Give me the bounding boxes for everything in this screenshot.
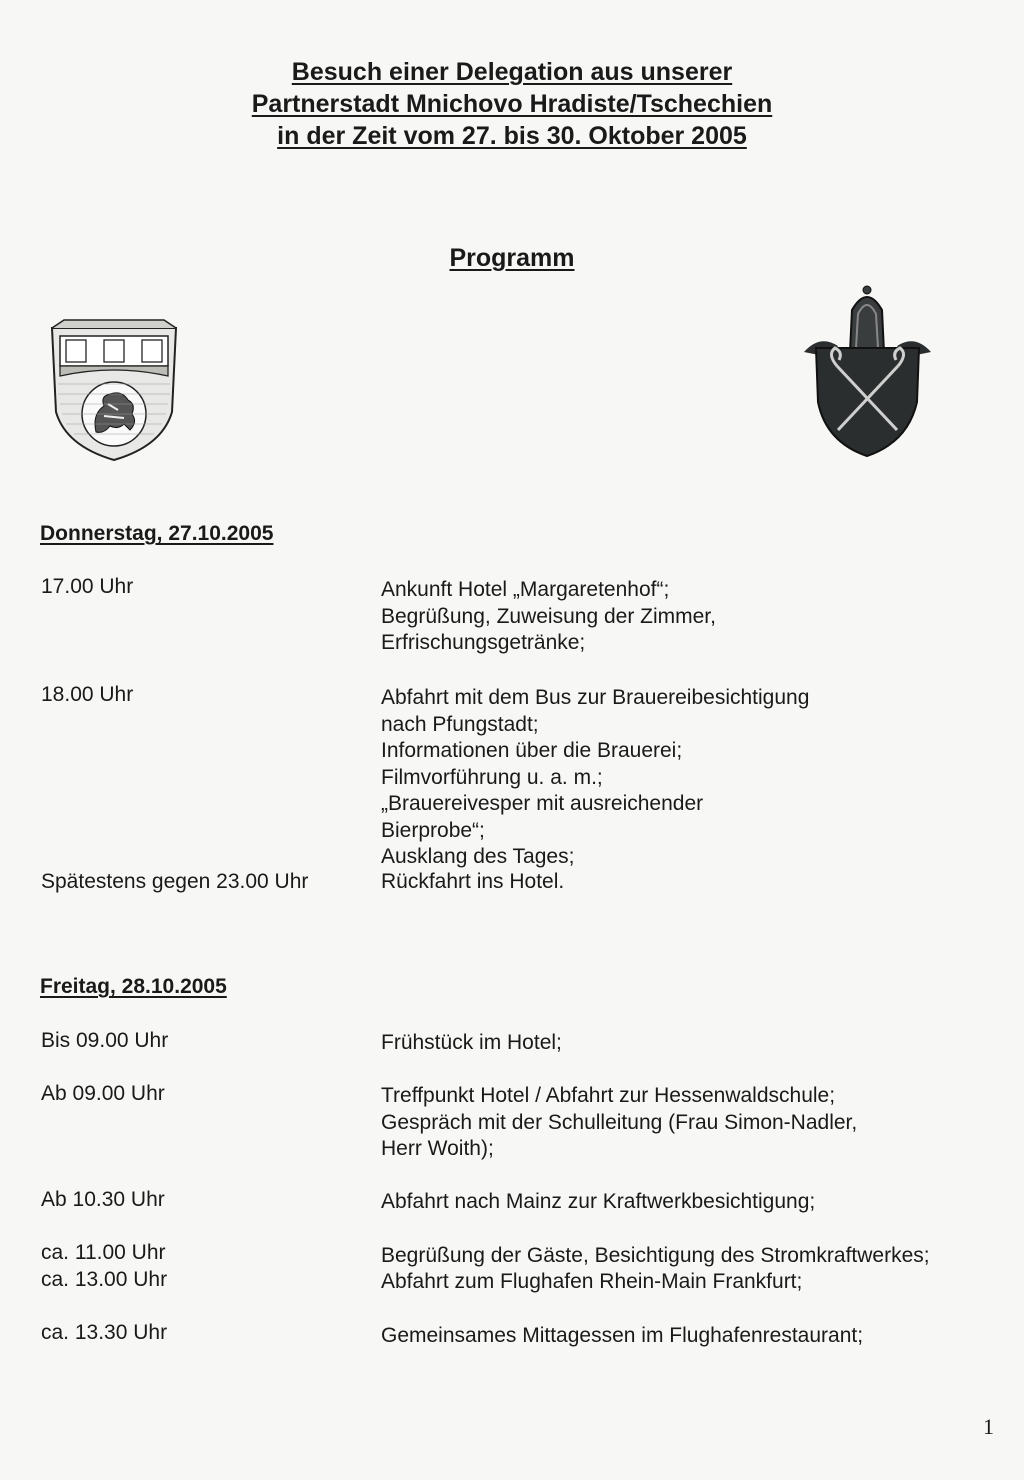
time-label: Bis 09.00 Uhr (41, 1029, 169, 1052)
program-entry (381, 1243, 1001, 1270)
entry-line: „Brauereivesper mit ausreichender (381, 792, 704, 815)
entry-line: Erfrischungsgetränke; (381, 631, 586, 654)
entry-line: Treffpunkt Hotel / Abfahrt zur Hessenwaldschule; (381, 1084, 836, 1107)
entry-line: Herr Woith); (381, 1137, 494, 1160)
time-label: Ab 10.30 Uhr (41, 1188, 165, 1211)
program-entry (381, 1189, 1001, 1216)
program-heading: Programm (449, 244, 575, 272)
time-label: Spätestens gegen 23.00 Uhr (41, 870, 309, 893)
day-heading-friday: Freitag, 28.10.2005 (40, 975, 227, 998)
entry-line: Begrüßung der Gäste, Besichtigung des Stromkraftwerkes; (381, 1244, 930, 1267)
entry-line: Frühstück im Hotel; (381, 1031, 562, 1054)
program-entry (381, 1269, 1001, 1296)
entry-line: Gemeinsames Mittagessen im Flughafenrestaurant; (381, 1324, 864, 1347)
program-entry (381, 1323, 1001, 1350)
time-label: 17.00 Uhr (41, 575, 134, 598)
program-entry (381, 1083, 1001, 1163)
title-line-3: in der Zeit vom 27. bis 30. Oktober 2005 (277, 122, 747, 150)
program-entry (381, 1030, 1001, 1057)
time-label: 18.00 Uhr (41, 683, 134, 706)
entry-line: Filmvorführung u. a. m.; (381, 765, 603, 789)
entry-line: Abfahrt zum Flughafen Rhein-Main Frankfurt; (381, 1270, 803, 1293)
program-entry (381, 685, 1001, 871)
entry-line: Abfahrt mit dem Bus zur Brauereibesichtigung (381, 686, 810, 709)
entry-line: Ausklang des Tages; (381, 845, 575, 868)
time-label: ca. 13.00 Uhr (41, 1268, 168, 1291)
entry-line: Bierprobe“; (381, 818, 485, 842)
page-number: 1 (983, 1414, 994, 1439)
title-line-1: Besuch einer Delegation aus unserer (291, 58, 733, 86)
time-label: Ab 09.00 Uhr (41, 1082, 165, 1105)
document-title (0, 56, 1024, 152)
time-label: ca. 11.00 Uhr (41, 1241, 166, 1264)
program-entry (381, 577, 1001, 657)
time-label: ca. 13.30 Uhr (41, 1321, 168, 1344)
entry-line: nach Pfungstadt; (381, 712, 539, 736)
day-heading-thursday: Donnerstag, 27.10.2005 (40, 522, 274, 545)
entry-line: Begrüßung, Zuweisung der Zimmer, (381, 604, 716, 628)
partner-town-coat-of-arms-icon (800, 282, 935, 460)
entry-line: Informationen über die Brauerei; (381, 739, 683, 762)
entry-line: Gespräch mit der Schulleitung (Frau Simon-Nadler, (381, 1110, 858, 1134)
entry-line: Rückfahrt ins Hotel. (381, 870, 565, 893)
entry-line: Ankunft Hotel „Margaretenhof“; (381, 578, 670, 601)
town-coat-of-arms-icon (44, 314, 184, 464)
title-line-2: Partnerstadt Mnichovo Hradiste/Tschechien (251, 90, 773, 118)
entry-line: Abfahrt nach Mainz zur Kraftwerkbesichtigung; (381, 1190, 816, 1213)
program-entry (381, 869, 1001, 896)
